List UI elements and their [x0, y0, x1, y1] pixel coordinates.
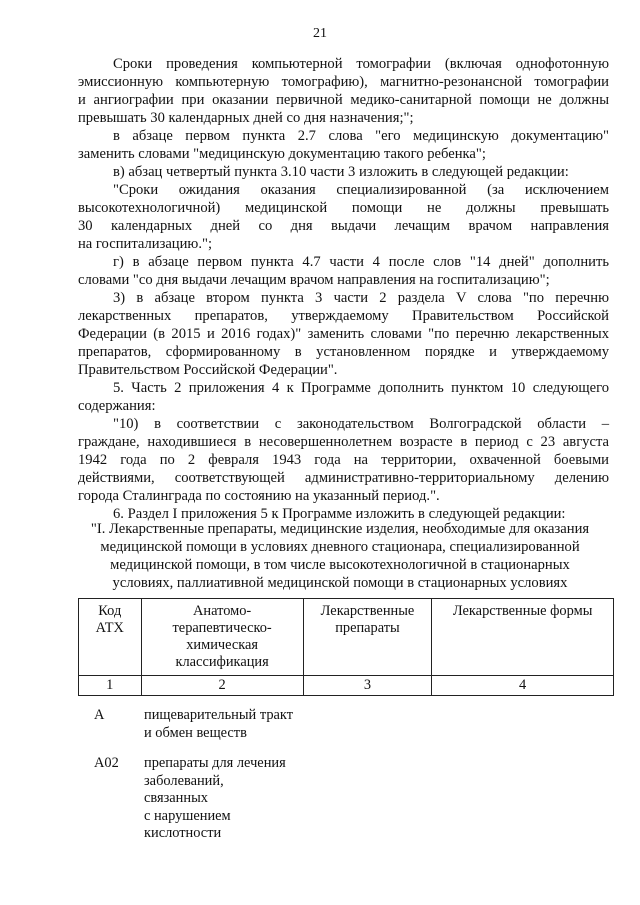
paragraph-line: действиями, соответствующей административно-территориальному делению [78, 470, 609, 486]
paragraph-line: города Сталинграда по состоянию на указанный период.". [78, 488, 440, 504]
page-number: 21 [313, 26, 327, 41]
table-number-row [79, 676, 614, 696]
paragraph-line: и ангиографии при оказании первичной медико-санитарной помощи не должны [78, 92, 609, 108]
paragraph-line: "10) в соответствии с законодательством Волгоградской области – [113, 416, 609, 432]
classification-text: пищеварительный тракт и обмен веществ [144, 707, 293, 741]
paragraph-line: в) абзац четвертый пункта 3.10 части 3 изложить в следующей редакции: [113, 164, 569, 180]
paragraph-line: содержания: [78, 398, 156, 414]
paragraph-line: г) в абзаце первом пункта 4.7 части 4 после слов "14 дней" дополнить [113, 254, 609, 270]
section-title-line: медицинской помощи, в том числе высокотехнологичной в стационарных [110, 557, 570, 573]
paragraph-line: 6. Раздел I приложения 5 к Программе изложить в следующей редакции: [113, 506, 566, 522]
classification-text: препараты для лечения заболеваний, связанных с нарушением кислотности [144, 755, 286, 841]
paragraph-line: эмиссионную компьютерную томографию), магнитно-резонансной томографии [78, 74, 609, 90]
paragraph-line: превышать 30 календарных дней со дня назначения;"; [78, 110, 414, 126]
section-title-line: условиях, паллиативной медицинской помощи в стационарных условиях [112, 575, 568, 591]
paragraph-line: граждане, находившиеся в несовершеннолетнем возрасте в период с 23 августа [78, 434, 609, 450]
paragraph-line: на госпитализацию."; [78, 236, 212, 252]
column-number: 1 [79, 676, 142, 696]
paragraph-line: Сроки проведения компьютерной томографии (включая однофотонную [113, 56, 609, 72]
drug-table [78, 598, 614, 696]
header-code-atc: Код АТХ [79, 599, 142, 676]
atc-code: A [94, 707, 105, 723]
paragraph-line: Правительством Российской Федерации". [78, 362, 338, 378]
column-number: 3 [303, 676, 432, 696]
section-title-line: "I. Лекарственные препараты, медицинские изделия, необходимые для оказания [90, 521, 590, 537]
paragraph-line: 5. Часть 2 приложения 4 к Программе дополнить пунктом 10 следующего [113, 380, 609, 396]
paragraph-line: словами "со дня выдачи лечащим врачом направления на госпитализацию"; [78, 272, 550, 288]
paragraph-line: высокотехнологичной) медицинской помощи не должны превышать [78, 200, 609, 216]
header-classification: Анатомо- терапевтическо- химическая классификация [141, 599, 303, 676]
paragraph-line: препаратов, сформированному в установленном порядке и утверждаемому [78, 344, 609, 360]
paragraph-line: лекарственных препаратов, утверждаемому Правительством Российской [78, 308, 609, 324]
header-forms: Лекарственные формы [432, 599, 614, 676]
paragraph-line: 30 календарных дней со дня выдачи лечащим врачом направления [78, 218, 609, 234]
paragraph-line: Федерации (в 2015 и 2016 годах)" заменить словами "по перечню лекарственных [78, 326, 609, 342]
paragraph-line: заменить словами "медицинскую документацию такого ребенка"; [78, 146, 486, 162]
paragraph-line: в абзаце первом пункта 2.7 слова "его медицинскую документацию" [113, 128, 609, 144]
paragraph-line: 1942 года по 2 февраля 1943 года на территории, охваченной боевыми [78, 452, 609, 468]
paragraph-line: "Сроки ожидания оказания специализированной (за исключением [113, 182, 609, 198]
table-header-row [79, 599, 614, 676]
section-title-line: медицинской помощи в условиях дневного стационара, специализированной [100, 539, 580, 555]
atc-code: A02 [94, 755, 119, 771]
header-drugs: Лекарственные препараты [303, 599, 432, 676]
column-number: 4 [432, 676, 614, 696]
column-number: 2 [141, 676, 303, 696]
paragraph-line: 3) в абзаце втором пункта 3 части 2 раздела V слова "по перечню [113, 290, 609, 306]
